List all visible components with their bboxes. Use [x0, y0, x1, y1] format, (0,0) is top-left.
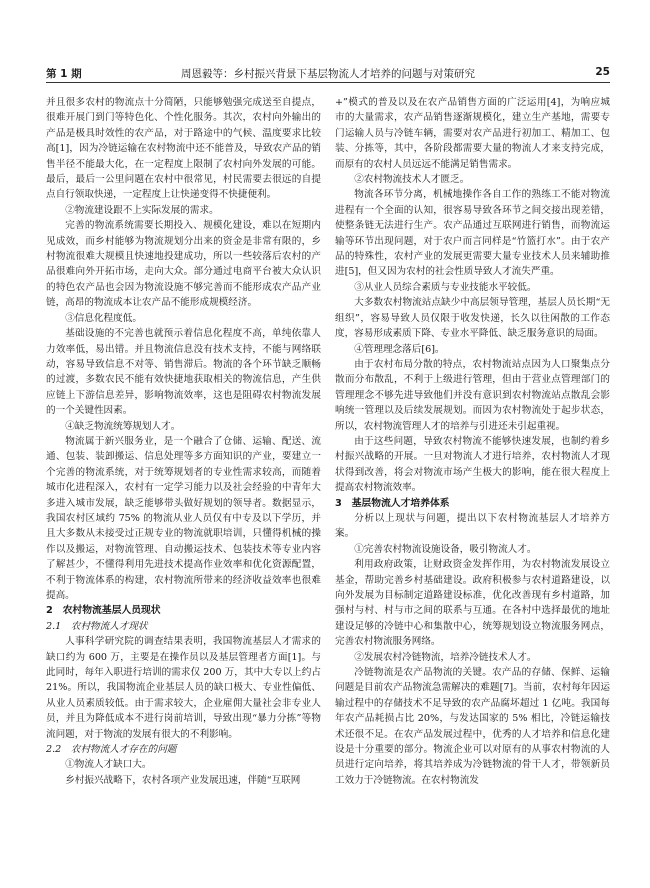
paragraph: 乡村振兴战略下，农村各项产业发展迅速，伴随“互联网	[65, 774, 301, 786]
paragraph: ④缺乏物流统筹规划人才。	[65, 420, 181, 432]
paragraph: ②物流建设跟不上实际发展的需求。	[65, 204, 219, 216]
paragraph: 由于这些问题，导致农村物流不能够快速发展，也制约着乡村振兴战略的开展。一旦对物流人才进行培养，农村物流人才现状得到改善，将会对物流市场产生极大的影响，能在很大程度上提高农村物流效率。	[335, 435, 610, 494]
paragraph: ②农村物流技术人才匮乏。	[354, 174, 470, 186]
right-text-column	[335, 95, 610, 865]
paragraph: 利用政府政策，让财政资金发挥作用，为农村物流发展设立基金，帮助完善乡村基础建设。政府积极参与农村道路建设，以向外发展为目标制定道路建设标准，优化改善现有乡村道路，加强村与村、村与市之间的联系与互通。在各村中选择最优的地址建设足够的冷链中心和集散中心，统筹规划设立物流服务网点，完善农村物流服务网络。	[335, 559, 610, 648]
paragraph: 分析以上现状与问题，提出以下农村物流基层人才培养方案。	[335, 512, 610, 540]
paragraph: 基础设施的不完善也就预示着信息化程度不高，单纯依靠人力效率低，易出错。并且物流信息没有技术支持，不能与网络联动，容易导致信息不对等、销售滞后。物流的各个环节缺乏顺畅的过渡，多数农民不能有效快捷地获取相关的物流信息，产生供应链上下游信息差异，影响物流效率，这也是阻碍农村物流发展的一个关键性因素。	[46, 328, 321, 417]
paragraph: ③从业人员综合素质与专业技能水平较低。	[354, 281, 537, 293]
subsection-heading: 2.1 农村物流人才现状	[46, 620, 148, 632]
left-text-column	[46, 95, 321, 865]
paragraph: ③信息化程度低。	[65, 312, 142, 324]
paragraph: ①完善农村物流设施设备，吸引物流人才。	[354, 543, 537, 555]
paragraph: 冷链物流是农产品物流的关键。农产品的存储、保鲜、运输问题是目前农产品物流急需解决的难题[7]。当前，农村每年因运输过程中的存储技术不足导致的农产品腐坏超过 1 亿吨。我国每年农产品耗损占比 20%，与发达国家的 5% 相比，冷链运输技术还很不足。在农产品发展过程中，优秀的人才培养和信息化建设是十分重要的部分。物流企业可以对原有的从事农村物流的人员进行定向培养，将其培养成为冷链物流的骨干人才，带领新员工效力于冷链物流。在农村物流发	[335, 667, 610, 786]
paragraph: ②发展农村冷链物流，培养冷链技术人才。	[354, 651, 537, 663]
running-header	[46, 64, 610, 83]
paragraph: ④管理理念落后[6]。	[354, 343, 445, 355]
page-number: 25	[595, 66, 610, 78]
running-title: 周恩毅等：乡村振兴背景下基层物流人才培养的问题与对策研究	[181, 68, 475, 80]
section-heading: 3 基层物流人才培养体系	[335, 497, 450, 509]
issue-number: 第 1 期	[46, 68, 82, 80]
paragraph: 人事科学研究院的调查结果表明，我国物流基层人才需求的缺口约为 600 万，主要是在操作员以及基层管理者方面[1]。与此同时，每年入职进行培训的需求仅 200 万，其中大专以上约占 21%。所以，我国物流企业基层人员的缺口极大、专业性偏低、从业人员素质较低。由于需求较大，企业雇佣大量社会非专业人员，并且为降低成本不进行岗前培训，导致出现“暴力分拣”等物流问题，对于物流的发展有很大的不利影响。	[46, 636, 321, 740]
subsection-heading: 2.2 农村物流人才存在的问题	[46, 744, 177, 756]
paragraph: ①物流人才缺口大。	[65, 759, 152, 771]
paragraph: 完善的物流系统需要长期投入、规模化建设，难以在短期内见成效，而乡村能够为物流规划分出来的资金是非常有限的，乡村物流很难大规模且快速地投建成功，所以一些较落后农村的产品很难向外开拓市场，走向大众。部分通过电商平台被大众认识的特色农产品也会因为物流设施不够完善而不能形成农产品产业链，高昂的物流成本让农产品不能形成规模经济。	[46, 220, 321, 309]
paragraph: 物流各环节分离，机械地操作各自工作的熟练工不能对物流进程有一个全面的认知，很容易导致各环节之间交接出现差错，使整条链无法进行生产。农产品通过互联网进行销售，而物流运输等环节出现问题，对于农户而言同样是“竹篮打水”。由于农产品的特殊性，农村产业的发展更需要大量专业技术人员来辅助推进[5]，但又因为农村的社会性质导致人才流失严重。	[335, 189, 610, 278]
section-heading: 2 农村物流基层人员现状	[46, 605, 161, 617]
paragraph: 物流属于新兴服务业，是一个融合了仓储、运输、配送、流通、包装、装卸搬运、信息处理等多方面知识的产业，要建立一个完善的物流系统，对于统筹规划者的专业性需求较高，而随着城市化进程深入，农村有一定学习能力以及社会经验的中青年大多进入城市发展，缺乏能够带头做好规划的领导者。数据显示，我国农村区域约 75% 的物流从业人员仅有中专及以下学历，并且大多数从未接受过正规专业的物流就职培训，只懂得机械的操作以及搬运，对物流管理、自动搬运技术、包装技术等专业内容了解甚少，不懂得利用先进技术提高作业效率和优化资源配置，不利于物流体系的构建，农村物流所带来的经济收益效率也很难提高。	[46, 435, 321, 601]
paragraph-continued: +”模式的普及以及在农产品销售方面的广泛运用[4]，为响应城市的大量需求，农产品销售逐渐规模化，建立生产基地，需要专门运输人员与冷链车辆，需要对农产品进行初加工、精加工、包装、分拣等，其中，各阶段都需要大量的物流人才来支持完成，而原有的农村人员远远不能满足销售需求。	[335, 97, 610, 170]
paragraph: 大多数农村物流站点缺少中高层领导管理，基层人员长期“无组织”，容易导致人员仅限于收发快递，长久以往闲散的工作态度，容易形成素质下降、专业水平降低、缺乏服务意识的局面。	[335, 297, 610, 340]
paragraph-continued: 并且很多农村的物流点十分简陋，只能够勉强完成送至自提点，很难开展门到门等特色化、个性化服务。其次，农村向外输出的产品是极具时效性的农产品，对于路途中的气候、温度要求比较高[1]，因为冷链运输在农村物流中还不能普及，导致农产品的销售半径不能最大化，在一定程度上限制了农村向外发展的可能。最后，最后一公里问题在农村中很常见，村民需要去很远的自提点自行领取快递，一定程度上让快递变得不快捷便利。	[46, 97, 321, 201]
paragraph: 由于农村布局分散的特点，农村物流站点因为人口聚集点分散而分布散乱，不利于上级进行管理，但由于营业点管理部门的管理理念不够先进导致他们并没有意识到农村物流站点散乱会影响统一管理以及后续发展规划。而因为农村物流处于起步状态，所以，农村物流管理人才的培养与引进还未引起重视。	[335, 358, 610, 432]
